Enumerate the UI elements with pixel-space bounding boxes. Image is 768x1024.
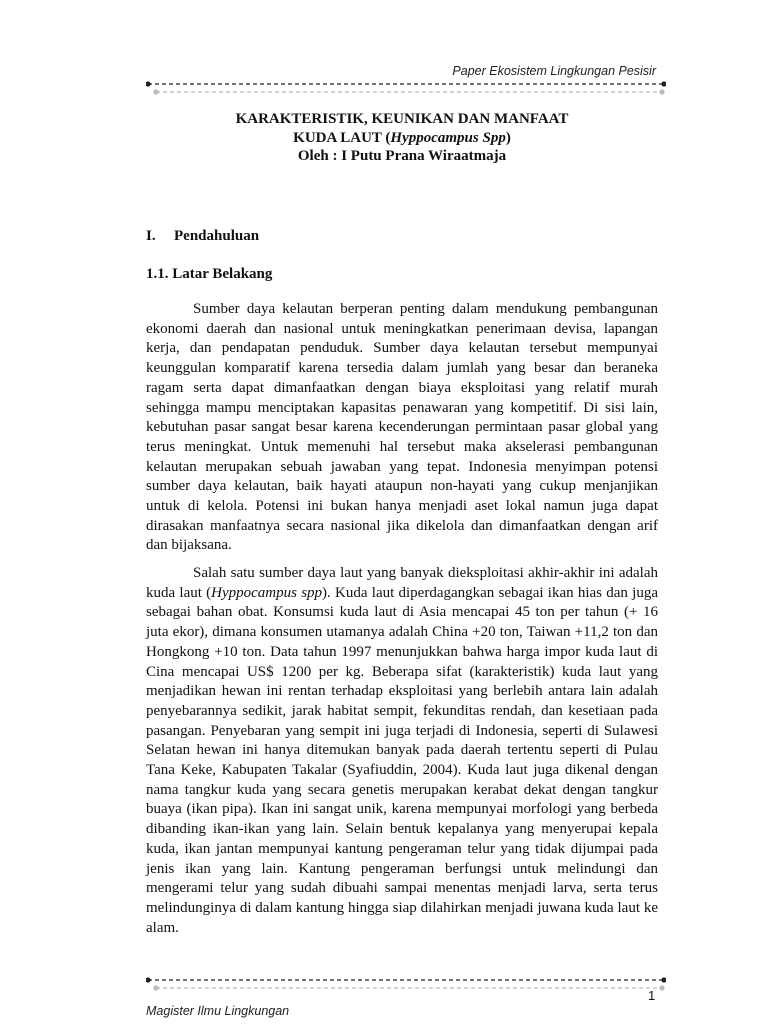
section-title: Pendahuluan: [174, 228, 260, 244]
footer-title: Magister Ilmu Lingkungan: [146, 1004, 290, 1018]
subsection-heading: 1.1. Latar Belakang: [146, 266, 273, 282]
header-divider: [146, 80, 666, 96]
author-line: Oleh : I Putu Prana Wiraatmaja: [297, 148, 507, 164]
section-heading: [146, 228, 259, 245]
paragraph-2: Salah satu sumber daya laut yang banyak dieksploitasi akhir-akhir ini adalah kuda laut (Hyppocampus spp). Kuda laut diperdagangkan sebagai ikan hias dan juga sebagai bahan obat. Konsumsi kuda laut di Asia mencapai 45 ton per tahun (+ 16 juta ekor), dimana konsumen utamanya adalah China +20 ton, Taiwan +11,2 ton dan Hongkong +10 ton. Data tahun 1997 menunjukkan bahwa harga impor kuda laut di Cina mencapai US$ 1200 per kg. Beberapa sifat (karakteristik) kuda laut yang menjadikan hewan ini rentan terhadap eksploitasi yang berlebih antara lain adalah penyebarannya sedikit, jarak habitat sempit, fekunditas rendah, dan kesetiaan pada pasangan. Penyebaran yang sempit ini juga terjadi di Indonesia, seperti di Sulawesi Selatan hewan ini hanya ditemukan banyak pada daerah tertentu seperti di Pulau Tana Keke, Kabupaten Takalar (Syafiuddin, 2004). Kuda laut juga dikenal dengan nama tangkur kuda yang secara genetis merupakan kerabat dekat dengan tangkur buaya (ikan pipa). Ikan ini sangat unik, karena mempunyai morfologi yang berbeda dibanding ikan-ikan yang lain. Selain bentuk kepalanya yang menyerupai kepala kuda, ikan jantan mempunyai kantung pengeraman telur yang tidak dijumpai pada jenis ikan yang lain. Kantung pengeraman berfungsi untuk melindungi dan mengerami telur yang sudah dibuahi sampai menentas menjadi larva, serta terus melindunginya di dalam kantung hingga siap dilahirkan menjadi juwana kuda laut ke alam.: [146, 565, 658, 936]
title-species-name: Hyppocampus Spp: [390, 129, 506, 146]
title-line-1: KARAKTERISTIK, KEUNIKAN DAN MANFAAT: [235, 111, 569, 127]
species-name-italic: Hyppocampus spp: [211, 584, 323, 601]
paragraph-1: Sumber daya kelautan berperan penting dalam mendukung pembangunan ekonomi daerah dan nasional untuk meningkatkan penerimaan devisa, lapangan kerja, dan pendapatan penduduk. Sumber daya kelautan tersebut mempunyai keunggulan komparatif karena tersedia dalam jumlah yang besar dan beraneka ragam serta dapat dimanfaatkan dengan biaya eksploitasi yang relatif murah sehingga mampu menciptakan kapasitas penawaran yang kompetitif. Di sisi lain, kebutuhan pasar sangat besar karena kecenderungan permintaan pasar global yang terus meningkat. Untuk memenuhi hal tersebut maka akselerasi pembangunan kelautan merupakan sebuah jawaban yang tepat. Indonesia menyimpan potensi sumber daya kelautan, baik hayati ataupun non-hayati yang cukup menjanjikan untuk di kelola. Potensi ini bukan hanya menjadi aset lokal namun juga dapat dirasakan manfaatnya secara nasional jika dikelola dan dimanfaatkan dengan arif dan bijaksana.: [146, 301, 658, 554]
header-title: Paper Ekosistem Lingkungan Pesisir: [452, 64, 656, 78]
title-line-2: KUDA LAUT (Hyppocampus Spp): [293, 129, 511, 146]
document-title: [146, 110, 658, 166]
page-number: 1: [648, 988, 656, 1003]
section-number: I.: [146, 228, 156, 244]
footer-divider: [146, 976, 666, 992]
